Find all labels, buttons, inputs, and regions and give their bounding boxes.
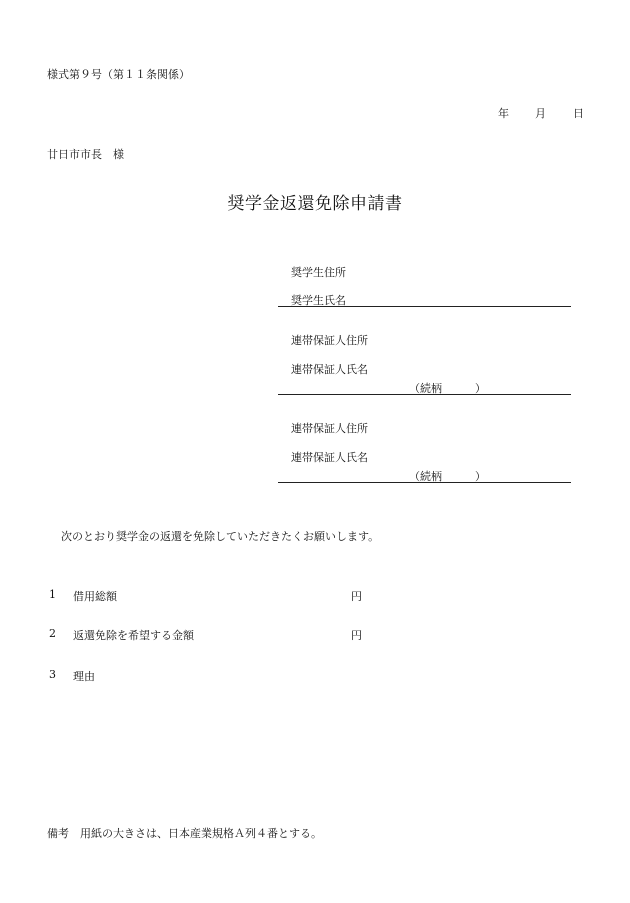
remarks-note: 備考 用紙の大きさは、日本産業規格Ａ列４番とする。 <box>47 827 322 840</box>
item-total-loan-label: 借用総額 <box>73 590 117 603</box>
date-line <box>498 105 584 121</box>
guarantor2-name-line <box>278 482 571 483</box>
item-reason-label: 理由 <box>73 670 95 683</box>
request-statement: 次のとおり奨学金の返還を免除していただきたくお願いします。 <box>61 530 380 543</box>
guarantor2-address-label: 連帯保証人住所 <box>291 422 368 435</box>
student-address-label: 奨学生住所 <box>291 266 346 279</box>
date-year-label: 年 <box>498 107 509 120</box>
item-total-loan-unit: 円 <box>351 590 362 603</box>
addressee: 廿日市市長 様 <box>47 148 124 161</box>
guarantor2-name-label: 連帯保証人氏名 <box>291 451 368 464</box>
document-title: 奨学金返還免除申請書 <box>227 194 403 214</box>
item-number: 1 <box>49 588 56 601</box>
item-exemption-amount-unit: 円 <box>351 629 362 642</box>
item-number: 2 <box>49 627 56 640</box>
guarantor1-relationship-label: （続柄 ） <box>409 382 486 395</box>
date-month-label: 月 <box>535 107 546 120</box>
item-number: 3 <box>49 668 56 681</box>
date-day-label: 日 <box>573 107 584 120</box>
guarantor2-relationship-label: （続柄 ） <box>409 470 486 483</box>
student-name-line <box>278 306 571 307</box>
form-number: 様式第９号（第１１条関係） <box>47 68 190 81</box>
guarantor1-address-label: 連帯保証人住所 <box>291 334 368 347</box>
student-name-label: 奨学生氏名 <box>291 294 346 307</box>
guarantor1-name-label: 連帯保証人氏名 <box>291 363 368 376</box>
item-exemption-amount-label: 返還免除を希望する金額 <box>73 629 194 642</box>
guarantor1-name-line <box>278 394 571 395</box>
